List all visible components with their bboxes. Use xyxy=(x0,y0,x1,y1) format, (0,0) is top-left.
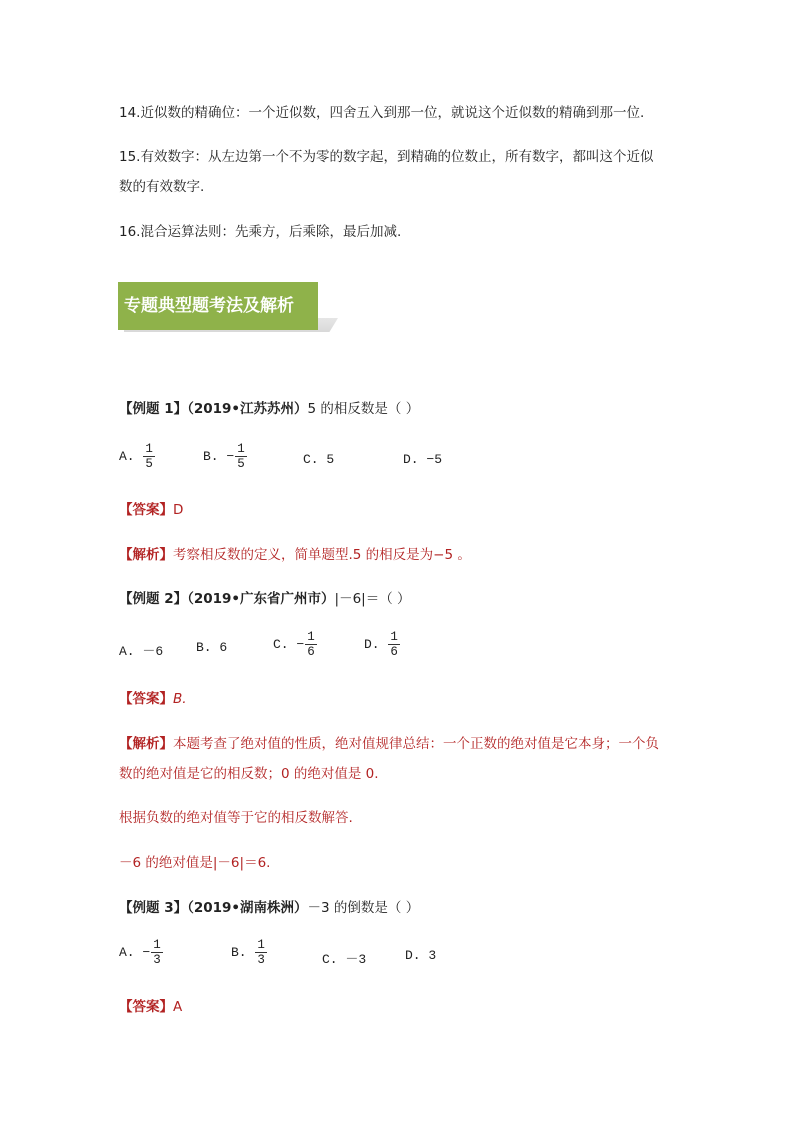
option-c-value: 5 xyxy=(326,452,335,467)
analysis-tag: 【解析】 xyxy=(119,547,173,563)
example3-question xyxy=(119,898,419,918)
example1-text: 5 的相反数是（ ） xyxy=(307,401,420,417)
example1-analysis xyxy=(119,545,471,565)
definition-14: 14.近似数的精确位：一个近似数，四舍五入到那一位，就说这个近似数的精确到那一位. xyxy=(119,105,645,121)
answer-tag: 【答案】 xyxy=(119,691,173,707)
option-b-label: B. xyxy=(231,944,247,960)
option-c-label: C. xyxy=(322,952,338,967)
example1-tag: 【例题 1】 xyxy=(119,401,188,417)
example3-tag: 【例题 3】 xyxy=(119,900,188,916)
example2-tag: 【例题 2】 xyxy=(119,591,188,607)
option-a-label: A. xyxy=(119,644,135,659)
example2-answer xyxy=(119,689,187,709)
fraction-denominator: 6 xyxy=(390,645,398,659)
analysis-text: 考察相反数的定义，简单题型.5 的相反是为−5 。 xyxy=(173,547,471,563)
example1-question xyxy=(119,399,419,419)
example1-option-a xyxy=(119,442,156,471)
analysis-text: 本题考查了绝对值的性质，绝对值规律总结：一个正数的绝对值是它本身；一个负 xyxy=(173,736,659,752)
example2-analysis-line2: 数的绝对值是它的相反数；0 的绝对值是 0. xyxy=(119,766,379,782)
fraction-denominator: 5 xyxy=(145,457,153,471)
example2-option-c xyxy=(273,630,318,659)
option-b-label: B. xyxy=(196,640,212,655)
option-c-label: C. xyxy=(273,636,289,652)
example3-source: （2019•湖南株洲） xyxy=(187,900,308,916)
example1-source: （2019•江苏苏州） xyxy=(187,401,308,417)
option-d-value: −5 xyxy=(426,452,443,467)
fraction-numerator: 1 xyxy=(237,442,245,456)
example3-text: －3 的倒数是（ ） xyxy=(307,900,420,916)
example3-option-d xyxy=(405,948,436,963)
minus-sign: − xyxy=(296,636,305,652)
option-a-label: A. xyxy=(119,448,135,464)
answer-tag: 【答案】 xyxy=(119,999,173,1015)
fraction-denominator: 5 xyxy=(237,457,245,471)
example2-option-b xyxy=(196,640,227,655)
fraction-numerator: 1 xyxy=(153,938,161,952)
example2-option-a xyxy=(119,640,163,659)
example2-text: |－6|＝（ ） xyxy=(334,591,411,607)
option-b-label: B. xyxy=(203,448,219,464)
fraction xyxy=(143,442,155,471)
example3-option-b xyxy=(231,938,268,967)
option-d-value: 3 xyxy=(428,948,437,963)
fraction xyxy=(235,442,247,471)
definition-15-line1: 15.有效数字：从左边第一个不为零的数字起，到精确的位数止，所有数字，都叫这个近似 xyxy=(119,149,654,165)
definition-16: 16.混合运算法则：先乘方，后乘除，最后加减. xyxy=(119,224,402,240)
example1-option-d xyxy=(403,452,442,467)
option-a-label: A. xyxy=(119,944,135,960)
example1-answer xyxy=(119,500,183,520)
fraction xyxy=(255,938,267,967)
option-d-label: D. xyxy=(403,452,419,467)
fraction-numerator: 1 xyxy=(257,938,265,952)
example2-analysis-line4: －6 的绝对值是|－6|＝6. xyxy=(119,855,271,871)
minus-sign: − xyxy=(142,944,151,960)
example3-option-a xyxy=(119,938,164,967)
fraction-denominator: 3 xyxy=(153,953,161,967)
option-a-value: －6 xyxy=(142,644,164,659)
example2-source: （2019•广东省广州市） xyxy=(187,591,335,607)
answer-value: B. xyxy=(173,691,187,707)
fraction-numerator: 1 xyxy=(307,630,315,644)
fraction-numerator: 1 xyxy=(390,630,398,644)
option-c-label: C. xyxy=(303,452,319,467)
fraction-numerator: 1 xyxy=(145,442,153,456)
answer-value: D xyxy=(173,502,184,518)
example1-option-c xyxy=(303,452,334,467)
fraction-denominator: 3 xyxy=(257,953,265,967)
analysis-tag: 【解析】 xyxy=(119,736,173,752)
example2-option-d xyxy=(364,630,401,659)
example2-question xyxy=(119,589,411,609)
example2-analysis-line1 xyxy=(119,734,659,754)
option-c-value: －3 xyxy=(345,952,367,967)
answer-value: A xyxy=(173,999,183,1015)
option-b-value: 6 xyxy=(219,640,228,655)
minus-sign: − xyxy=(226,448,235,464)
answer-tag: 【答案】 xyxy=(119,502,173,518)
fraction-denominator: 6 xyxy=(307,645,315,659)
example3-option-c xyxy=(322,948,366,967)
definition-15-line2: 数的有效数字. xyxy=(119,179,205,195)
option-d-label: D. xyxy=(405,948,421,963)
fraction xyxy=(151,938,163,967)
fraction xyxy=(305,630,317,659)
section-banner: 专题典型题考法及解析 xyxy=(118,282,318,330)
example3-answer xyxy=(119,997,182,1017)
option-d-label: D. xyxy=(364,636,380,652)
example2-analysis-line3: 根据负数的绝对值等于它的相反数解答. xyxy=(119,810,353,826)
fraction xyxy=(388,630,400,659)
example1-option-b xyxy=(203,442,248,471)
